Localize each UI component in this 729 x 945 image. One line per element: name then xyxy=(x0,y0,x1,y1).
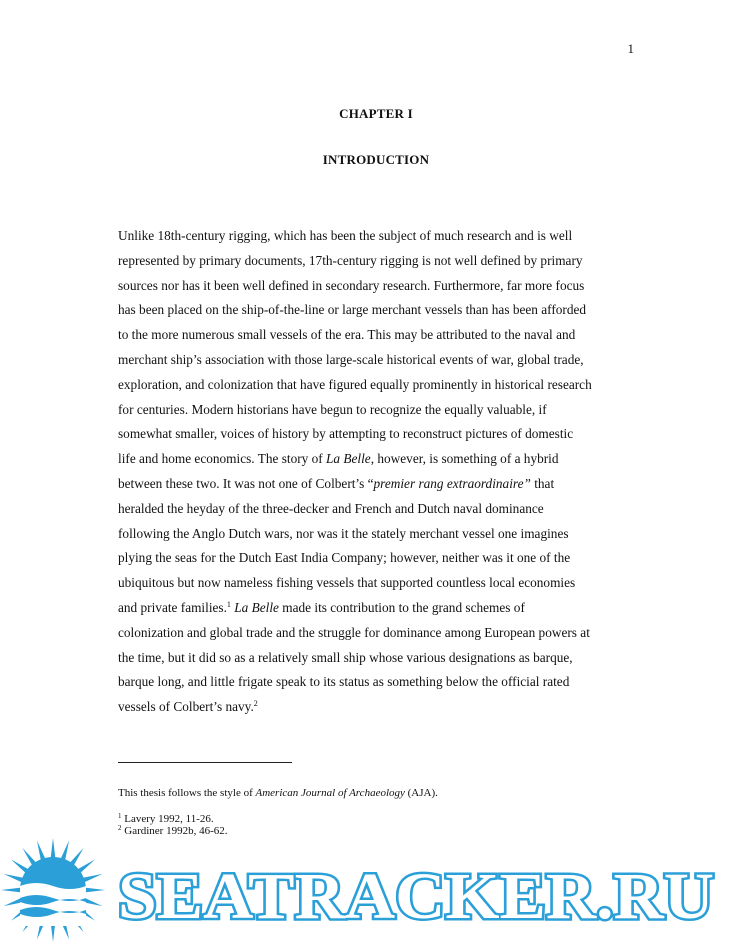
footnote-marker: 2 xyxy=(118,824,122,832)
body-line: for centuries. Modern historians have begun to recognize the equally valuable, if xyxy=(118,401,547,417)
footnote-marker: 1 xyxy=(118,812,122,820)
footnote-divider xyxy=(118,762,292,763)
sun-ray xyxy=(50,838,55,860)
body-line: colonization and global trade and the struggle for dominance among European powers at xyxy=(118,624,590,640)
body-line: following the Anglo Dutch wars, nor was it the stately merchant vessel one imagines xyxy=(118,525,569,541)
body-line: sources nor has it been well defined in secondary research. Furthermore, far more focus xyxy=(118,277,585,293)
body-line: has been placed on the ship-of-the-line or large merchant vessels than has been afforded xyxy=(118,302,587,318)
ship-name-italic: La Belle xyxy=(326,451,371,467)
sun-wave-icon xyxy=(1,838,105,942)
body-line: merchant ship’s association with those large-scale historical events of war, global trade, xyxy=(118,351,584,367)
body-text-run: that xyxy=(530,475,555,491)
rating-italic: premier rang extraordinaire” xyxy=(373,475,531,491)
watermark-graphic xyxy=(0,836,729,945)
body-line: somewhat smaller, voices of history by attempting to reconstruct pictures of domestic xyxy=(118,426,574,442)
body-line: plying the seas for the Dutch East India Company; however, neither was it one of the xyxy=(118,550,571,566)
footnote-ref: 2 xyxy=(253,699,258,709)
body-line: Unlike 18th-century rigging, which has been the subject of much research and is well xyxy=(118,228,573,243)
ship-name-italic: La Belle xyxy=(234,599,279,615)
body-text-run: vessels of Colbert’s navy. xyxy=(118,699,254,715)
footnote-text: Gardiner 1992b, 46-62. xyxy=(121,825,228,837)
body-line: ubiquitous but now nameless fishing vessels that supported countless local economies xyxy=(118,575,576,591)
watermark-text: SEATRACKER.RU xyxy=(118,860,714,933)
body-line xyxy=(118,695,643,720)
body-line: represented by primary documents, 17th-century rigging is not well defined by primary xyxy=(118,252,583,268)
footnote-text: Lavery 1992, 11-26. xyxy=(121,813,214,825)
style-note-suffix: (AJA). xyxy=(404,787,438,799)
body-line: the time, but it did so as a relatively small ship whose various designations as barque, xyxy=(118,649,573,665)
style-note-prefix: This thesis follows the style of xyxy=(118,787,256,799)
body-line xyxy=(118,596,643,621)
footnote-item xyxy=(118,813,214,825)
body-line: barque long, and little frigate speak to its status as something below the official rated xyxy=(118,674,570,690)
body-text-run: between these two. It was not one of Colbert’s “ xyxy=(118,475,374,491)
footnote-ref: 1 xyxy=(226,599,231,609)
body-line xyxy=(118,447,643,472)
sun-ray xyxy=(1,887,23,892)
body-paragraph xyxy=(118,224,643,720)
body-line: to the more numerous small vessels of the era. This may be attributed to the naval and xyxy=(118,327,576,343)
body-line: exploration, and colonization that have figured equally prominently in historical research xyxy=(118,376,592,392)
body-line xyxy=(118,472,643,497)
watermark-banner xyxy=(0,836,729,945)
body-text-run: , however, is something of a hybrid xyxy=(370,451,559,467)
page-number: 1 xyxy=(627,41,634,56)
sun-ray xyxy=(83,887,105,892)
journal-title: American Journal of Archaeology xyxy=(255,787,405,799)
style-note xyxy=(118,787,438,799)
body-text-run: made its contribution to the grand schemes of xyxy=(278,599,525,615)
body-text-run: life and home economics. The story of xyxy=(118,451,327,467)
chapter-heading: CHAPTER I xyxy=(339,106,413,121)
body-line: heralded the heyday of the three-decker and French and Dutch naval dominance xyxy=(118,500,544,516)
body-text-run: and private families. xyxy=(118,599,227,615)
section-heading: INTRODUCTION xyxy=(322,152,430,167)
